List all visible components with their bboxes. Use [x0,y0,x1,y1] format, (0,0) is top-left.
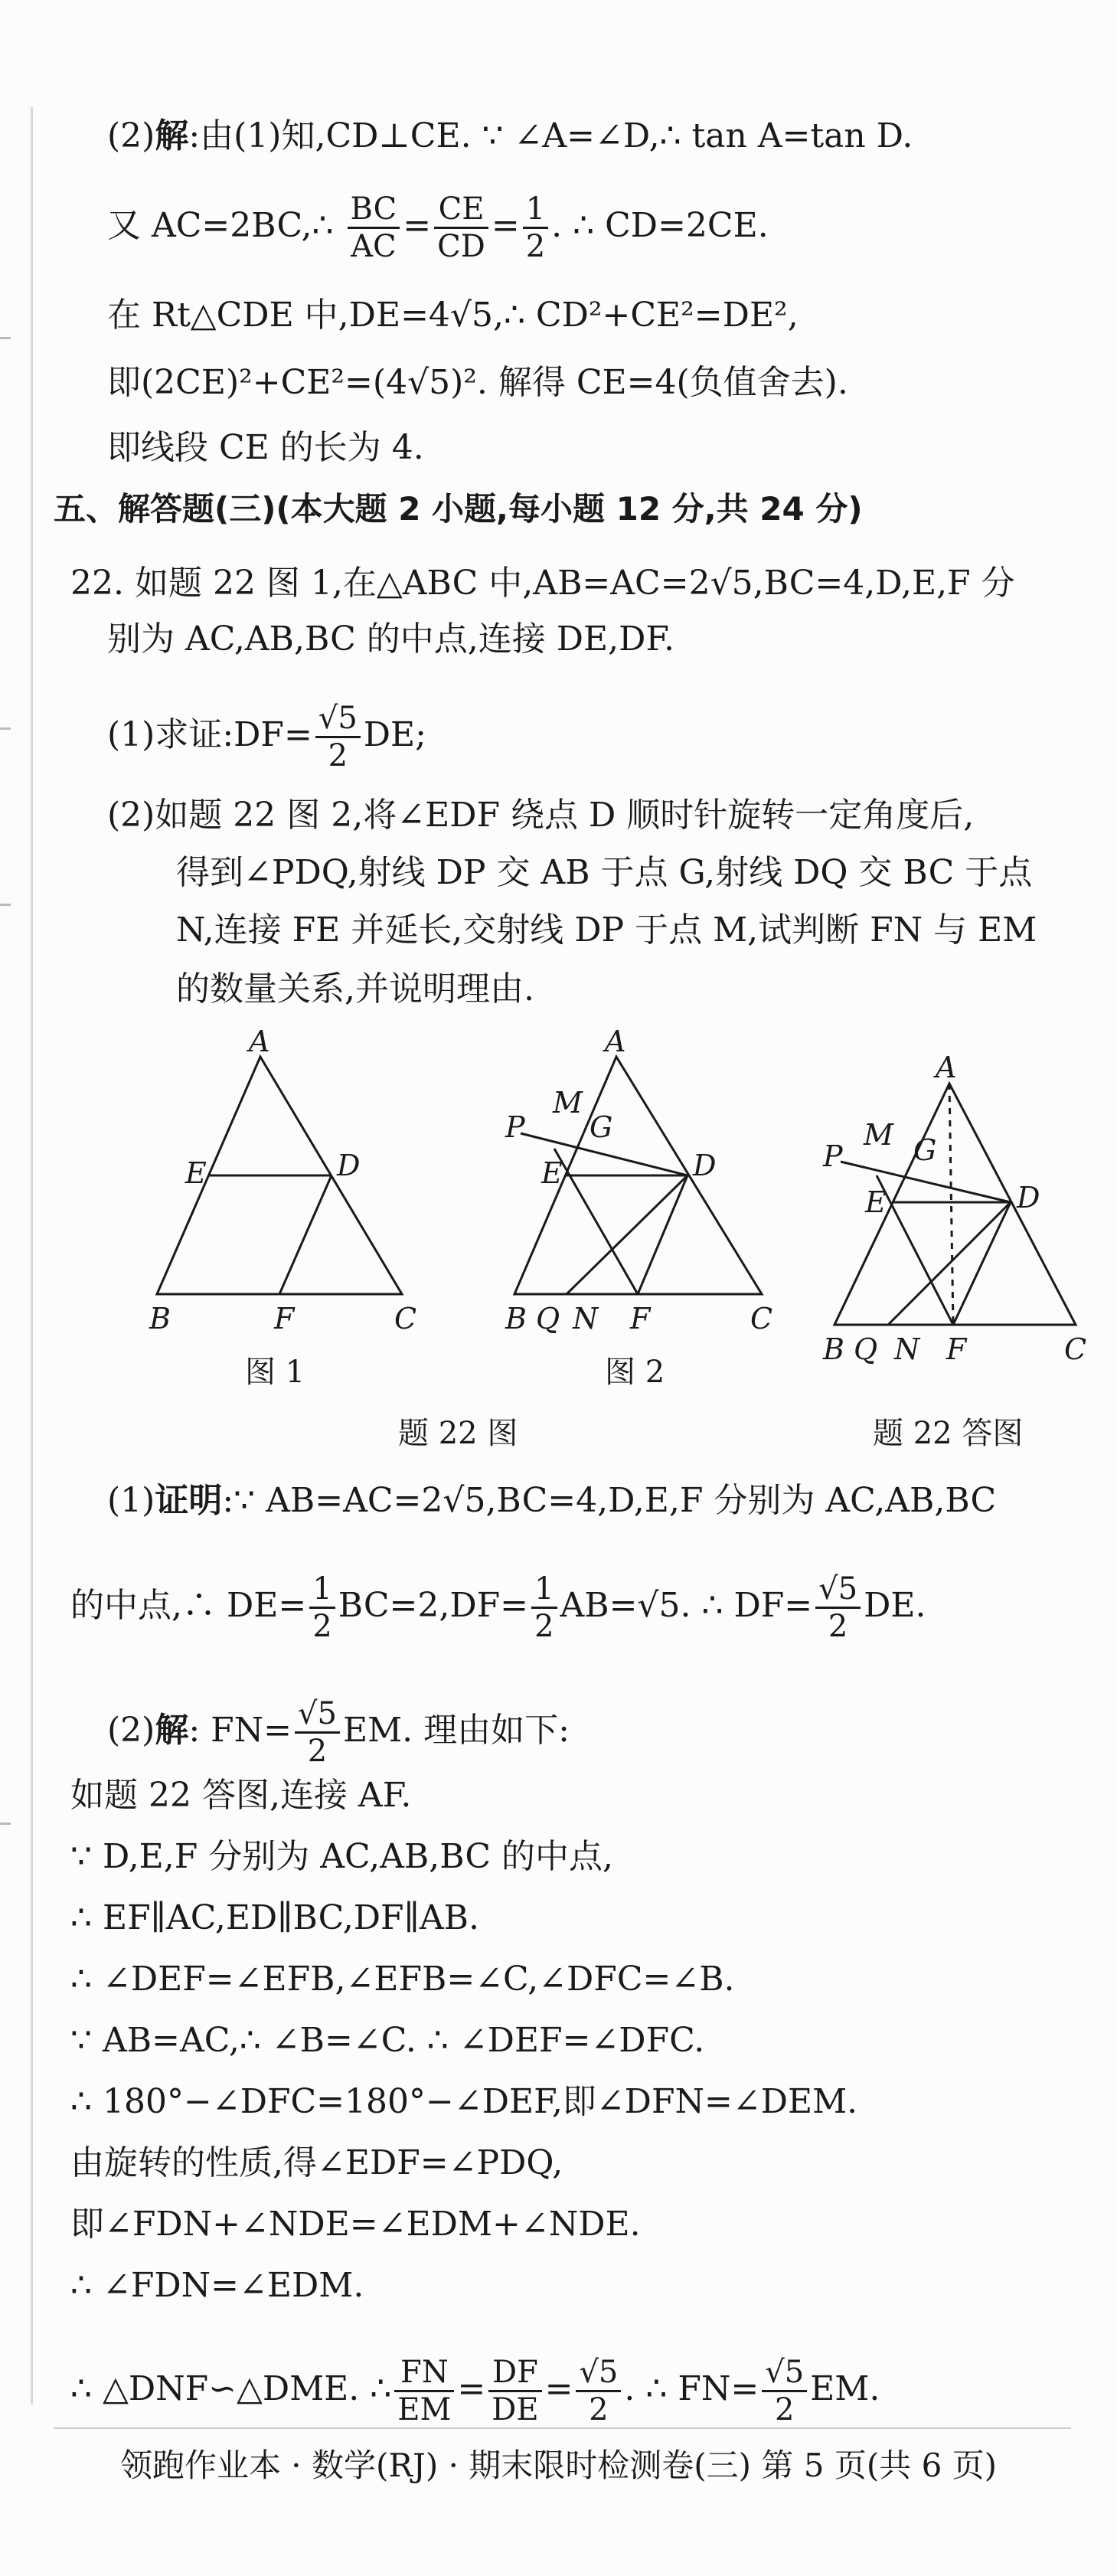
point-label: F [630,1302,651,1335]
fraction: $\frac{√5}{2}$ [295,1696,340,1769]
triangle-figures [138,1030,1087,1466]
footer-rule [54,2427,1071,2429]
point-label: E [185,1156,207,1190]
proof-line: ∴ △DNF∽△DME. ∴ $\frac{FN}{EM}$ = $\frac{DF}{DE}$ = $\frac{√5}{2}$ . ∴ FN= $\frac{√5}{2}$ EM. [70,2355,880,2427]
point-label: D [693,1149,717,1182]
margin-tick [0,904,11,906]
solution-line: 即(2CE)²+CE²=(4√5)². 解得 CE=4(负值舍去). [107,363,848,402]
question-line: N,连接 FE 并延长,交射线 DP 于点 M,试判断 FN 与 EM [176,910,1037,950]
point-label: D [337,1149,361,1182]
point-label: Q [854,1332,878,1366]
point-label: D [1017,1181,1040,1214]
proof-line: 的中点,∴ DE= $\frac{1}{2}$ BC=2,DF= $\frac{1}{2}$ AB=√5. ∴ DF= $\frac{√5}{2}$ DE. [70,1571,926,1644]
figure-caption: 图 1 [245,1355,305,1390]
point-label: P [823,1139,843,1173]
binding-margin-line [31,107,33,2404]
proof-line: ∴ EF∥AC,ED∥BC,DF∥AB. [70,1898,479,1937]
fraction: $\frac{FN}{EM}$ [394,2355,454,2427]
figure-group-caption: 题 22 图 [398,1416,518,1451]
proof-line: (2)解: FN= $\frac{√5}{2}$ EM. 理由如下: [107,1696,570,1769]
fraction: $\frac{1}{2}$ [523,191,548,264]
point-label: A [605,1030,626,1058]
point-label: A [936,1051,957,1084]
point-label: M [864,1118,893,1152]
question-line: 别为 AC,AB,BC 的中点,连接 DE,DF. [107,619,675,659]
point-label: E [541,1156,563,1190]
proof-line: ∴ ∠FDN=∠EDM. [70,2266,364,2305]
point-label: E [865,1185,887,1219]
solution-line: 即线段 CE 的长为 4. [107,428,424,467]
proof-line: 即∠FDN+∠NDE=∠EDM+∠NDE. [70,2205,641,2244]
answer-figure-caption: 题 22 答图 [873,1416,1024,1451]
point-label: G [913,1133,937,1167]
proof-line: ∵ D,E,F 分别为 AC,AB,BC 的中点, [70,1837,614,1876]
point-label: B [149,1302,171,1335]
figure-caption: 图 2 [605,1355,665,1390]
point-label: G [590,1110,613,1144]
fraction: $\frac{1}{2}$ [309,1571,335,1644]
point-label: C [1064,1332,1087,1366]
proof-line: ∴ 180°−∠DFC=180°−∠DEF,即∠DFN=∠DEM. [70,2082,858,2121]
question-line: 22. 如题 22 图 1,在△ABC 中,AB=AC=2√5,BC=4,D,E,F 分 [70,564,1015,603]
question-part-2: (2)如题 22 图 2,将∠EDF 绕点 D 顺时针旋转一定角度后, [107,796,975,835]
solution-line: 在 Rt△CDE 中,DE=4√5,∴ CD²+CE²=DE², [107,296,799,335]
question-line: 的数量关系,并说明理由. [176,969,534,1008]
page-footer: 领跑作业本 · 数学(RJ) · 期末限时检测卷(三) 第 5 页(共 6 页) [119,2447,998,2484]
point-label: B [505,1302,527,1335]
proof-line: ∴ ∠DEF=∠EFB,∠EFB=∠C,∠DFC=∠B. [70,1960,735,1999]
point-label: P [505,1110,525,1144]
point-label: F [946,1332,967,1366]
point-label: B [823,1332,844,1366]
fraction: $\frac{√5}{2}$ [576,2355,621,2427]
point-label: M [553,1086,583,1120]
fraction: $\frac{1}{2}$ [531,1571,557,1644]
margin-tick [0,1822,11,1825]
margin-tick [0,727,11,730]
section-heading: 五、解答题(三)(本大题 2 小题,每小题 12 分,共 24 分) [54,490,863,528]
question-part-1: (1)求证:DF= $\frac{√5}{2}$ DE; [107,701,426,773]
fraction: $\frac{CE}{CD}$ [434,191,488,264]
fraction: $\frac{BC}{AC}$ [348,191,400,264]
figures-area [138,1030,1087,1466]
fraction: $\frac{√5}{2}$ [315,701,361,773]
point-label: Q [536,1302,560,1335]
proof-line: (1)证明:∵ AB=AC=2√5,BC=4,D,E,F 分别为 AC,AB,BC [107,1481,997,1520]
fraction: $\frac{√5}{2}$ [815,1571,861,1644]
point-label: C [750,1302,773,1335]
point-label: C [394,1302,417,1335]
question-line: 得到∠PDQ,射线 DP 交 AB 于点 G,射线 DQ 交 BC 于点 [176,853,1033,892]
point-label: N [573,1302,599,1335]
point-label: A [249,1030,270,1058]
point-label: N [894,1332,920,1366]
solution-line: 又 AC=2BC,∴ $\frac{BC}{AC}$ = $\frac{CE}{CD}$ = $\frac{1}{2}$ . ∴ CD=2CE. [107,191,769,264]
proof-line: 由旋转的性质,得∠EDF=∠PDQ, [70,2143,563,2182]
point-label: F [274,1302,295,1335]
margin-tick [0,337,11,339]
proof-line: ∵ AB=AC,∴ ∠B=∠C. ∴ ∠DEF=∠DFC. [70,2021,705,2060]
fraction: $\frac{DF}{DE}$ [488,2355,541,2427]
solution-line: (2)解:由(1)知,CD⊥CE. ∵ ∠A=∠D,∴ tan A=tan D. [107,116,913,155]
proof-line: 如题 22 答图,连接 AF. [70,1776,412,1815]
fraction: $\frac{√5}{2}$ [762,2355,807,2427]
